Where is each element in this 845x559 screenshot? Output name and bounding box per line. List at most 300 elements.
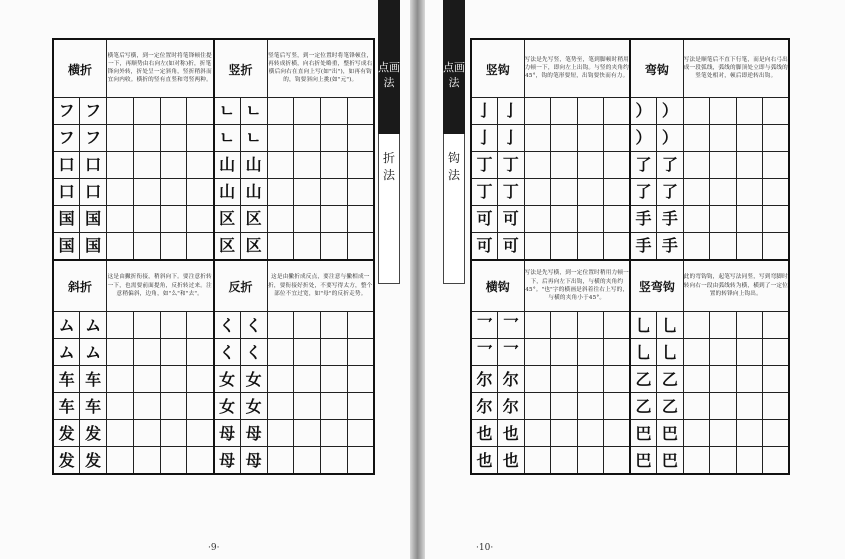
practice-cell — [736, 312, 763, 339]
practice-cell — [577, 420, 604, 447]
practice-cell — [160, 124, 187, 151]
example-char-cell — [240, 420, 267, 447]
practice-cell — [321, 232, 348, 260]
example-char: 女 — [245, 396, 262, 416]
practice-cell — [133, 232, 160, 260]
practice-cell — [736, 420, 763, 447]
stroke-name-fanzhe: 反折 — [214, 260, 268, 312]
practice-cell — [524, 339, 551, 366]
practice-row — [53, 339, 374, 366]
example-char-cell — [80, 312, 107, 339]
practice-cell — [710, 339, 737, 366]
example-char: 乚 — [661, 315, 678, 335]
practice-cell — [347, 205, 374, 232]
practice-cell — [347, 97, 374, 124]
example-char: ム — [85, 315, 102, 335]
example-char: 乚 — [635, 342, 652, 362]
example-char: 母 — [245, 423, 262, 443]
practice-cell — [551, 232, 578, 260]
practice-cell — [133, 97, 160, 124]
example-char: 丁 — [502, 155, 519, 174]
example-char: く — [219, 315, 236, 335]
practice-cell — [604, 312, 631, 339]
practice-cell — [321, 124, 348, 151]
example-char: ） — [661, 101, 678, 120]
example-char: 车 — [58, 369, 75, 389]
stroke-name-xiezhe: 斜折 — [53, 260, 107, 312]
practice-cell — [763, 393, 790, 420]
section-tab-goufa: 钩法 — [443, 134, 465, 284]
example-char-cell — [80, 97, 107, 124]
practice-cell — [524, 447, 551, 475]
practice-cell — [347, 447, 374, 475]
example-char-cell — [630, 366, 657, 393]
example-char-cell — [240, 366, 267, 393]
practice-cell — [524, 124, 551, 151]
stroke-desc-shugou: 写法是先写竖，笔势至，笔到脚顿时稍用力顿一下，即向左上出钩。与竖的夹角约45°，钩的笔形要短，出钩要快而有力。 — [524, 39, 630, 97]
example-char-cell — [53, 420, 80, 447]
example-char: 乛 — [476, 315, 493, 335]
practice-row — [53, 205, 374, 232]
practice-cell — [187, 420, 214, 447]
practice-cell — [710, 232, 737, 260]
example-char-cell — [471, 178, 498, 205]
example-char-cell — [240, 151, 267, 178]
practice-cell — [107, 151, 134, 178]
example-char-cell — [498, 178, 525, 205]
practice-cell — [160, 97, 187, 124]
example-char: ム — [58, 342, 75, 362]
example-char: 区 — [245, 209, 262, 228]
practice-cell — [683, 232, 710, 260]
example-char: 可 — [476, 209, 493, 228]
practice-cell — [107, 447, 134, 475]
practice-cell — [187, 124, 214, 151]
example-char: 发 — [85, 450, 102, 470]
practice-cell — [294, 205, 321, 232]
practice-cell — [736, 151, 763, 178]
practice-cell — [524, 205, 551, 232]
example-char: 口 — [58, 182, 75, 201]
practice-cell — [604, 447, 631, 475]
example-char: 手 — [661, 236, 678, 255]
example-char-cell — [240, 312, 267, 339]
example-char-cell — [214, 97, 241, 124]
example-char-cell — [53, 151, 80, 178]
example-char-cell — [53, 178, 80, 205]
practice-cell — [577, 232, 604, 260]
example-char: 女 — [219, 396, 236, 416]
practice-cell — [347, 339, 374, 366]
stroke-desc-hengzhe: 横笔后写横，到一定位置时将笔锋顿住提一下，再顺势由右向左(如对称)折，折笔锋向外转，折处呈一定斜角，竖折稍斜而宜向内收。横折的竖有直竖和弯竖两种。 — [107, 39, 214, 97]
practice-cell — [683, 339, 710, 366]
stroke-desc-henggou: 写法是先写横，到一定位置时稍用力顿一下，后再向左下出钩，与横的夹角约45°。"也"字的横画是斜着往右上写的，与横的夹角小于45°。 — [524, 260, 630, 312]
example-char: 乙 — [661, 396, 678, 416]
practice-cell — [294, 97, 321, 124]
example-char-cell — [498, 366, 525, 393]
example-char-cell — [630, 124, 657, 151]
stroke-name-hengzhe: 横折 — [53, 39, 107, 97]
example-char: 乛 — [502, 342, 519, 362]
example-char-cell — [214, 339, 241, 366]
practice-cell — [763, 232, 790, 260]
stroke-name-shuzhe: 竖折 — [214, 39, 268, 97]
practice-cell — [267, 97, 294, 124]
example-char-cell — [498, 339, 525, 366]
practice-cell — [187, 312, 214, 339]
practice-cell — [160, 447, 187, 475]
practice-row — [53, 178, 374, 205]
example-char: 也 — [502, 450, 519, 470]
example-char-cell — [214, 366, 241, 393]
example-char-cell — [53, 312, 80, 339]
example-char-cell — [471, 393, 498, 420]
example-char: ㄴ — [245, 128, 262, 147]
practice-cell — [321, 366, 348, 393]
example-char: 也 — [502, 423, 519, 443]
example-char-cell — [53, 393, 80, 420]
example-char: 发 — [85, 423, 102, 443]
example-char-cell — [53, 339, 80, 366]
example-char: 可 — [502, 209, 519, 228]
example-char-cell — [214, 312, 241, 339]
practice-cell — [577, 97, 604, 124]
practice-cell — [267, 312, 294, 339]
stroke-desc-shuwangou: 此的弯钩钩，起笔写法同竖，写到弯脚时转向右一段由弧线转为横，横到了一定位置的转锋向上钩出。 — [683, 260, 789, 312]
practice-cell — [683, 97, 710, 124]
example-char-cell — [53, 124, 80, 151]
example-char: 巴 — [661, 423, 678, 443]
practice-cell — [160, 205, 187, 232]
example-char-cell — [498, 420, 525, 447]
practice-cell — [133, 312, 160, 339]
practice-cell — [133, 339, 160, 366]
example-char: 也 — [476, 423, 493, 443]
example-char-cell — [80, 339, 107, 366]
example-char-cell — [630, 151, 657, 178]
practice-cell — [267, 232, 294, 260]
example-char: 车 — [58, 396, 75, 416]
example-char: 发 — [58, 450, 75, 470]
practice-cell — [524, 312, 551, 339]
practice-cell — [133, 420, 160, 447]
example-char-cell — [214, 393, 241, 420]
example-char-cell — [498, 232, 525, 260]
example-char: 可 — [476, 236, 493, 255]
practice-cell — [551, 205, 578, 232]
example-char-cell — [240, 447, 267, 475]
example-char: ㄴ — [219, 128, 235, 147]
practice-cell — [321, 205, 348, 232]
example-char: く — [219, 342, 236, 362]
practice-cell — [321, 312, 348, 339]
practice-cell — [107, 312, 134, 339]
example-char-cell — [657, 178, 684, 205]
example-char: 车 — [85, 369, 102, 389]
example-char-cell — [657, 97, 684, 124]
practice-cell — [294, 312, 321, 339]
example-char-cell — [214, 205, 241, 232]
practice-cell — [107, 97, 134, 124]
example-char: 手 — [635, 209, 652, 228]
practice-cell — [107, 232, 134, 260]
practice-row — [53, 124, 374, 151]
practice-cell — [710, 97, 737, 124]
practice-cell — [107, 339, 134, 366]
example-char-cell — [498, 151, 525, 178]
practice-cell — [347, 178, 374, 205]
example-char-cell — [240, 393, 267, 420]
practice-cell — [160, 178, 187, 205]
practice-cell — [321, 420, 348, 447]
practice-cell — [321, 178, 348, 205]
example-char: ム — [58, 315, 75, 335]
example-char-cell — [214, 151, 241, 178]
section-tab-dianhuafa: 点画法 — [378, 0, 400, 194]
practice-row — [471, 124, 789, 151]
example-char: 丁 — [476, 182, 493, 201]
practice-cell — [267, 178, 294, 205]
practice-cell — [551, 124, 578, 151]
practice-cell — [294, 393, 321, 420]
example-char: フ — [85, 101, 102, 120]
practice-cell — [683, 312, 710, 339]
practice-row — [471, 393, 789, 420]
example-char-cell — [630, 312, 657, 339]
practice-cell — [133, 205, 160, 232]
example-char-cell — [80, 393, 107, 420]
example-char-cell — [80, 178, 107, 205]
practice-cell — [763, 97, 790, 124]
practice-cell — [683, 393, 710, 420]
practice-row — [53, 232, 374, 260]
example-char-cell — [471, 232, 498, 260]
example-char-cell — [214, 124, 241, 151]
practice-cell — [551, 339, 578, 366]
example-char-cell — [80, 366, 107, 393]
practice-cell — [710, 124, 737, 151]
example-char-cell — [471, 151, 498, 178]
practice-cell — [763, 178, 790, 205]
stroke-desc-xiezhe: 这是由撇折衔接，稍斜向下。要注意折转一下，也需要前面提角，反折转过来。注意稍偏斜，边角，如"么"和"去"。 — [107, 260, 214, 312]
practice-cell — [160, 232, 187, 260]
practice-cell — [267, 393, 294, 420]
practice-cell — [683, 366, 710, 393]
example-char: 手 — [635, 236, 652, 255]
practice-row — [471, 151, 789, 178]
practice-cell — [133, 151, 160, 178]
example-char: 尔 — [476, 369, 493, 389]
example-char: 口 — [85, 182, 102, 201]
example-char-cell — [498, 312, 525, 339]
practice-cell — [107, 205, 134, 232]
page-number-right: ·10· — [476, 543, 494, 553]
example-char-cell — [657, 205, 684, 232]
example-char-cell — [240, 97, 267, 124]
practice-cell — [551, 312, 578, 339]
example-char-cell — [471, 366, 498, 393]
example-char-cell — [471, 420, 498, 447]
example-char: 口 — [85, 155, 102, 174]
practice-cell — [604, 393, 631, 420]
practice-cell — [321, 339, 348, 366]
example-char-cell — [80, 232, 107, 260]
example-char-cell — [657, 124, 684, 151]
practice-cell — [683, 205, 710, 232]
example-char-cell — [53, 205, 80, 232]
practice-row — [471, 366, 789, 393]
example-char: 巴 — [661, 450, 678, 470]
example-char-cell — [471, 97, 498, 124]
example-char-cell — [80, 151, 107, 178]
practice-cell — [160, 339, 187, 366]
example-char-cell — [53, 97, 80, 124]
stroke-name-shugou: 竖钩 — [471, 39, 524, 97]
practice-cell — [347, 366, 374, 393]
example-char: 女 — [245, 369, 262, 389]
practice-cell — [187, 97, 214, 124]
practice-cell — [736, 178, 763, 205]
practice-cell — [551, 393, 578, 420]
example-char-cell — [471, 312, 498, 339]
example-char: 乚 — [635, 315, 652, 335]
example-char: 乛 — [476, 342, 493, 362]
example-char-cell — [53, 447, 80, 475]
example-char: 了 — [661, 155, 678, 174]
example-char: 尔 — [476, 396, 493, 416]
example-char-cell — [657, 232, 684, 260]
practice-cell — [763, 339, 790, 366]
example-char: ㄴ — [219, 101, 235, 120]
practice-cell — [577, 447, 604, 475]
practice-cell — [736, 97, 763, 124]
example-char: 山 — [219, 182, 236, 201]
practice-row — [471, 420, 789, 447]
example-char-cell — [657, 393, 684, 420]
example-char: 山 — [219, 155, 236, 174]
example-char: 女 — [219, 369, 236, 389]
example-char: 亅 — [476, 128, 493, 147]
example-char-cell — [630, 393, 657, 420]
practice-cell — [160, 151, 187, 178]
practice-cell — [267, 124, 294, 151]
stroke-name-shuwangou: 竖弯钩 — [630, 260, 683, 312]
practice-cell — [267, 420, 294, 447]
practice-row — [53, 151, 374, 178]
practice-cell — [524, 232, 551, 260]
example-char: ） — [635, 128, 652, 147]
practice-row — [53, 447, 374, 475]
example-char-cell — [240, 339, 267, 366]
stroke-desc-fanzhe: 这是由撇折成反点，要注意与撇相成一折，要衔接好折处，不要写得太方，整个部位不宜过宽，如"母"的反折走势。 — [267, 260, 374, 312]
example-char-cell — [214, 232, 241, 260]
example-char-cell — [498, 124, 525, 151]
practice-cell — [604, 339, 631, 366]
example-char-cell — [657, 151, 684, 178]
practice-cell — [107, 420, 134, 447]
example-char-cell — [657, 312, 684, 339]
practice-cell — [107, 393, 134, 420]
example-char-cell — [630, 205, 657, 232]
practice-cell — [736, 205, 763, 232]
practice-cell — [267, 447, 294, 475]
practice-cell — [133, 124, 160, 151]
practice-cell — [736, 339, 763, 366]
example-char: く — [245, 315, 262, 335]
example-char: 也 — [476, 450, 493, 470]
practice-cell — [267, 366, 294, 393]
example-char: 可 — [502, 236, 519, 255]
example-char-cell — [471, 205, 498, 232]
practice-row — [471, 97, 789, 124]
example-char-cell — [498, 97, 525, 124]
example-char: 亅 — [476, 101, 493, 120]
example-char-cell — [657, 420, 684, 447]
practice-cell — [577, 339, 604, 366]
practice-cell — [267, 151, 294, 178]
example-char: 山 — [245, 182, 262, 201]
practice-cell — [604, 97, 631, 124]
section-tab-zhefa: 折法 — [378, 134, 400, 284]
practice-cell — [577, 205, 604, 232]
practice-cell — [347, 124, 374, 151]
example-char: 国 — [58, 236, 75, 255]
example-char-cell — [214, 420, 241, 447]
example-char-cell — [630, 339, 657, 366]
practice-cell — [577, 366, 604, 393]
practice-cell — [294, 447, 321, 475]
practice-row — [471, 339, 789, 366]
practice-cell — [683, 420, 710, 447]
practice-row — [471, 312, 789, 339]
example-char: 乙 — [635, 396, 652, 416]
practice-cell — [524, 97, 551, 124]
practice-cell — [187, 447, 214, 475]
example-char-cell — [498, 393, 525, 420]
practice-cell — [160, 420, 187, 447]
example-char-cell — [80, 420, 107, 447]
practice-cell — [294, 232, 321, 260]
example-char-cell — [630, 447, 657, 475]
example-char: ） — [661, 128, 678, 147]
practice-cell — [294, 366, 321, 393]
practice-cell — [604, 232, 631, 260]
practice-row — [53, 366, 374, 393]
example-char-cell — [630, 178, 657, 205]
example-char: 国 — [85, 236, 102, 255]
practice-cell — [736, 366, 763, 393]
practice-cell — [187, 393, 214, 420]
left-practice-grid — [52, 38, 375, 475]
example-char: 丁 — [476, 155, 493, 174]
example-char: 了 — [635, 155, 652, 174]
practice-cell — [763, 312, 790, 339]
practice-cell — [763, 205, 790, 232]
stroke-desc-wangou: 写法是顺笔后不直下行笔，而是向右弓出成一段弧线，弧线的脚顶处立即与弧线的竖笔处相对，顿后即逆转出钩。 — [683, 39, 789, 97]
practice-cell — [187, 366, 214, 393]
practice-row — [471, 178, 789, 205]
practice-cell — [710, 205, 737, 232]
practice-cell — [577, 124, 604, 151]
practice-cell — [294, 151, 321, 178]
example-char: 山 — [245, 155, 262, 174]
practice-cell — [551, 447, 578, 475]
practice-cell — [347, 151, 374, 178]
example-char: 乛 — [502, 315, 519, 335]
example-char: く — [245, 342, 262, 362]
example-char: 区 — [219, 236, 236, 255]
practice-cell — [294, 420, 321, 447]
